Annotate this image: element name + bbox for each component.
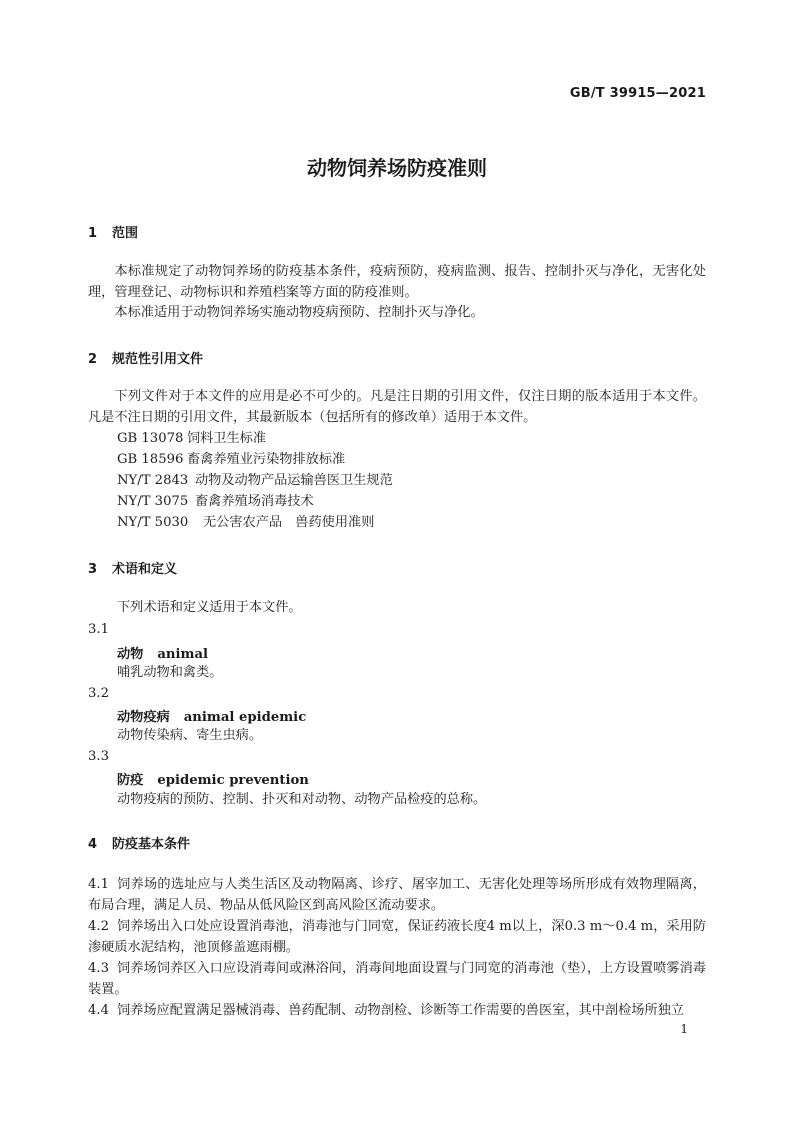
clause-4-3: [88, 958, 706, 1000]
section-1-heading: [88, 222, 138, 241]
reference-item: [117, 492, 314, 513]
reference-code: GB 13078: [117, 431, 184, 446]
reference-name: 畜禽养殖场消毒技术: [195, 494, 314, 509]
reference-code: GB 18596: [117, 452, 184, 467]
reference-name: 畜禽养殖业污染物排放标准: [187, 452, 346, 467]
document-title: 动物饲养场防疫准则: [307, 156, 487, 180]
term-number: 3.3: [88, 749, 109, 764]
term-number: 3.2: [88, 686, 109, 701]
term-english: animal epidemic: [183, 710, 307, 725]
clause-4-4: [88, 1000, 706, 1021]
term-english: epidemic prevention: [157, 773, 309, 788]
clause-number: 4.3: [88, 961, 109, 976]
section-1-paragraph-2: 本标准适用于动物饲养场实施动物疫病预防、控制扑灭与净化。: [114, 305, 484, 320]
section-4-heading: [88, 833, 190, 852]
clause-number: 4.2: [88, 919, 109, 934]
reference-code: NY/T 5030: [117, 515, 189, 530]
clause-text: 饲养场饲养区入口应设消毒间或淋浴间，消毒间地面设置与门同宽的消毒池（垫），上方设置喷雾消毒装置。: [88, 961, 706, 997]
reference-code: NY/T 2843: [117, 473, 189, 488]
term-heading: [117, 706, 306, 725]
page-number: 1: [680, 1022, 688, 1036]
term-english: animal: [157, 647, 209, 662]
term-definition: 动物疫病的预防、控制、扑灭和对动物、动物产品检疫的总称。: [117, 792, 487, 807]
section-number: 2: [88, 352, 98, 367]
term-heading: [117, 769, 309, 788]
reference-item: [117, 450, 345, 471]
reference-item: [117, 429, 266, 450]
clause-text: 饲养场应配置满足器械消毒、兽药配制、动物剖检、诊断等工作需要的兽医室，其中剖检场所独立: [116, 1003, 685, 1018]
section-title: 范围: [112, 226, 139, 241]
reference-item: [117, 513, 374, 534]
reference-code: NY/T 3075: [117, 494, 189, 509]
reference-name: 动物及动物产品运输兽医卫生规范: [195, 473, 393, 488]
term-number: 3.1: [88, 622, 109, 637]
section-2-paragraph-1: 下列文件对于本文件的应用是必不可少的。凡是注日期的引用文件，仅注日期的版本适用于本文件。凡是不注日期的引用文件，其最新版本（包括所有的修改单）适用于本文件。: [88, 389, 706, 425]
section-title: 规范性引用文件: [112, 352, 204, 367]
section-title: 防疫基本条件: [112, 837, 191, 852]
section-number: 1: [88, 226, 98, 241]
clause-number: 4.4: [88, 1003, 109, 1018]
clause-4-2: [88, 916, 706, 958]
section-title: 术语和定义: [112, 562, 178, 577]
clause-4-1: [88, 874, 706, 916]
section-1-paragraph-1: 本标准规定了动物饲养场的防疫基本条件，疫病预防，疫病监测、报告、控制扑灭与净化，无害化处理，管理登记、动物标识和养殖档案等方面的防疫准则。: [88, 264, 706, 300]
section-number: 3: [88, 562, 98, 577]
reference-item: [117, 471, 393, 492]
section-number: 4: [88, 837, 98, 852]
term-definition: 动物传染病、寄生虫病。: [117, 728, 263, 743]
term-heading: [117, 643, 208, 662]
reference-name: 饲料卫生标准: [187, 431, 267, 446]
term-definition: 哺乳动物和禽类。: [117, 665, 223, 680]
section-2-heading: [88, 348, 203, 367]
clause-number: 4.1: [88, 877, 109, 892]
section-3-heading: [88, 558, 177, 577]
clause-text: 饲养场的选址应与人类生活区及动物隔离、诊疗、屠宰加工、无害化处理等场所形成有效物理隔离，布局合理，满足人员、物品从低风险区到高风险区流动要求。: [88, 877, 706, 913]
standard-number: GB/T 39915—2021: [569, 86, 706, 101]
term-chinese: 动物: [117, 647, 144, 662]
section-3-paragraph-1: 下列术语和定义适用于本文件。: [117, 600, 302, 615]
clause-text: 饲养场出入口处应设置消毒池，消毒池与门同宽，保证药液长度4 m以上，深0.3 m～0.4 m，采用防渗硬质水泥结构，池顶修盖遮雨棚。: [88, 919, 706, 955]
term-chinese: 防疫: [117, 773, 144, 788]
term-chinese: 动物疫病: [117, 710, 170, 725]
reference-name: 无公害农产品 兽药使用准则: [203, 515, 375, 530]
